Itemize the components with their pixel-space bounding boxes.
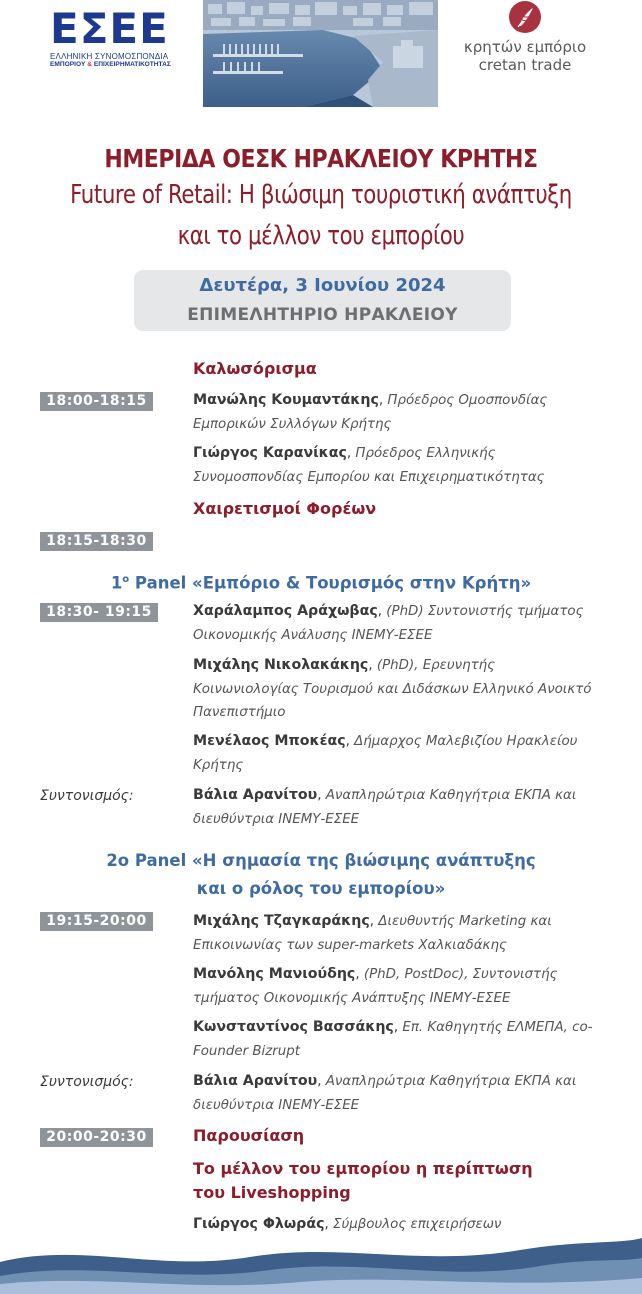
time-badge-presentation: 20:00-20:30 [40,1128,153,1147]
speaker-name: Γιώργος Καρανίκας [193,445,347,461]
moderator-role: Αναπληρώτρια Καθηγήτρια ΕΚΠΑ και διευθύντρια ΙΝΕΜΥ-ΕΣΕΕ [193,1074,577,1113]
time-badge-welcome: 18:00-18:15 [40,392,153,411]
heraklion-harbour-photo [203,0,438,107]
cretan-trade-greek-name: κρητών εμπόριο [463,38,587,56]
speaker-entry: Μιχάλης Τζαγκαράκης, Διευθυντής Marketing και Επικοινωνίας των super-markets Χαλκιαδάκης [193,913,552,953]
esee-tagline-line2 [50,61,180,69]
speaker-entry: Χαράλαμπος Αράχωβας, (PhD) Συντονιστής τμήματος Οικονομικής Ανάλυσης ΙΝΕΜΥ-ΕΣΕΕ [193,603,584,643]
time-badge-panel1: 18:30- 19:15 [40,603,158,622]
speaker-entry: Γιώργος Καρανίκας, Πρόεδρος Ελληνικής Συνομοσπονδίας Εμπορίου και Επιχειρηματικότητας [193,445,545,485]
speaker-entry: Μανώλης Κουμαντάκης, Πρόεδρος Ομοσπονδίας Εμπορικών Συλλόγων Κρήτης [193,392,548,432]
panel1-number: 1 [110,573,123,593]
speaker-role: (PhD), Ερευνητής Κοινωνιολογίας Τουρισμού και Διδάσκων Ελληνικό Ανοικτό Πανεπιστήμιο [193,658,592,720]
speaker-name: Χαράλαμπος Αράχωβας [193,603,378,619]
speaker-name: Μανόλης Μανιούδης [193,966,356,982]
time-badge-greetings: 18:15-18:30 [40,532,153,551]
speaker-entry: Μανόλης Μανιούδης, (PhD, PostDoc), Συντονιστής τμήματος Οικονομικής Ανάπτυξης ΙΝΕΜΥ-ΕΣΕΕ [193,966,558,1006]
panel1-title: Panel «Εμπόριο & Τουρισμός στην Κρήτη» [134,573,532,593]
moderator-name: Βάλια Αρανίτου [193,1073,318,1089]
moderator-entry: Βάλια Αρανίτου, Αναπληρώτρια Καθηγήτρια ΕΚΠΑ και διευθύντρια ΙΝΕΜΥ-ΕΣΕΕ [193,1073,577,1113]
speaker-role: Διευθυντής Marketing και Επικοινωνίας των super-markets Χαλκιαδάκης [193,914,552,953]
event-venue: ΕΠΙΜΕΛΗΤΗΡΙΟ ΗΡΑΚΛΕΙΟΥ [187,305,458,325]
event-title: ΗΜΕΡΙΔΑ ΟΕΣΚ ΗΡΑΚΛΕΙΟΥ ΚΡΗΤΗΣ [104,144,538,173]
moderator-label: Συντονισμός: [40,788,134,804]
moderator-label: Συντονισμός: [40,1074,134,1090]
esee-tagline-amp: & [87,61,92,68]
event-subtitle-line1: Future of Retail: Η βιώσιμη τουριστική ανάπτυξη [70,180,572,210]
speaker-name: Μιχάλης Νικολακάκης [193,657,369,673]
cretan-trade-mark-icon [505,0,545,36]
speaker-entry: Μενέλαος Μποκέας, Δήμαρχος Μαλεβιζίου Ηρακλείου Κρήτης [193,733,578,773]
panel2-heading-line1: 2ο Panel «Η σημασία της βιώσιμης ανάπτυξης [106,851,536,870]
esee-tagline-entrepreneurship: ΕΠΙΧΕΙΡΗΜΑΤΙΚΟΤΗΤΑΣ [93,61,171,68]
speaker-name: Γιώργος Φλωράς [193,1216,325,1232]
speaker-role: Πρόεδρος Ελληνικής Συνομοσπονδίας Εμπορίου και Επιχειρηματικότητας [193,446,545,485]
panel1-ordinal: ο [122,574,130,585]
panel2-heading-line2: και ο ρόλος του εμπορίου» [196,879,446,898]
presentation-heading: Παρουσίαση [193,1126,305,1145]
footer-wave-decoration [0,1232,642,1294]
welcome-heading: Καλωσόρισμα [193,359,317,378]
speaker-role: Δήμαρχος Μαλεβιζίου Ηρακλείου Κρήτης [193,734,578,773]
moderator-role: Αναπληρώτρια Καθηγήτρια ΕΚΠΑ και διευθύντρια ΙΝΕΜΥ-ΕΣΕΕ [193,788,577,827]
speaker-role: (PhD) Συντονιστής τμήματος Οικονομικής Ανάλυσης ΙΝΕΜΥ-ΕΣΕΕ [193,604,584,643]
cretan-trade-logo [450,0,600,80]
speaker-entry: Κωνσταντίνος Βασσάκης, Επ. Καθηγητής ΕΛΜΕΠΑ, co-Founder Bizrupt [193,1019,593,1059]
time-badge-panel2: 19:15-20:00 [40,912,153,931]
esee-logo [50,6,180,68]
moderator-name: Βάλια Αρανίτου [193,787,318,803]
speaker-role: (PhD, PostDoc), Συντονιστής τμήματος Οικονομικής Ανάπτυξης ΙΝΕΜΥ-ΕΣΕΕ [193,967,558,1006]
speaker-entry: Μιχάλης Νικολακάκης, (PhD), Ερευνητής Κοινωνιολογίας Τουρισμού και Διδάσκων Ελληνικό Ανοικτό Πανεπιστήμιο [193,657,592,720]
esee-tagline-line1: ΕΛΛΗΝΙΚΗ ΣΥΝΟΜΟΣΠΟΝΔΙΑ [50,52,169,61]
presentation-topic-line1: Το μέλλον του εμπορίου η περίπτωση [193,1159,533,1178]
speaker-name: Μανώλης Κουμαντάκης [193,392,379,408]
speaker-role: Σύμβουλος επιχειρήσεων [333,1217,502,1232]
moderator-entry: Βάλια Αρανίτου, Αναπληρώτρια Καθηγήτρια ΕΚΠΑ και διευθύντρια ΙΝΕΜΥ-ΕΣΕΕ [193,787,577,827]
speaker-role: Πρόεδρος Ομοσπονδίας Εμπορικών Συλλόγων Κρήτης [193,393,548,432]
speaker-name: Μιχάλης Τζαγκαράκης [193,913,370,929]
panel1-heading [0,567,642,597]
event-subtitle-line2: και το μέλλον του εμπορίου [177,221,465,251]
greetings-heading: Χαιρετισμοί Φορέων [193,499,377,518]
speaker-name: Κωνσταντίνος Βασσάκης [193,1019,394,1035]
presentation-topic-line2: του Liveshopping [193,1183,351,1202]
speaker-role: Επ. Καθηγητής ΕΛΜΕΠΑ, co-Founder Bizrupt [193,1020,593,1059]
cretan-trade-english-name: cretan trade [478,56,572,74]
speaker-name: Μενέλαος Μποκέας [193,733,346,749]
esee-tagline-commerce: ΕΜΠΟΡΙΟΥ [50,61,86,68]
event-date: Δευτέρα, 3 Ιουνίου 2024 [199,275,446,296]
date-venue-box [134,270,511,331]
esee-wordmark: ΕΣΕΕ [50,4,169,53]
speaker-entry: Γιώργος Φλωράς, Σύμβουλος επιχειρήσεων [193,1216,502,1232]
